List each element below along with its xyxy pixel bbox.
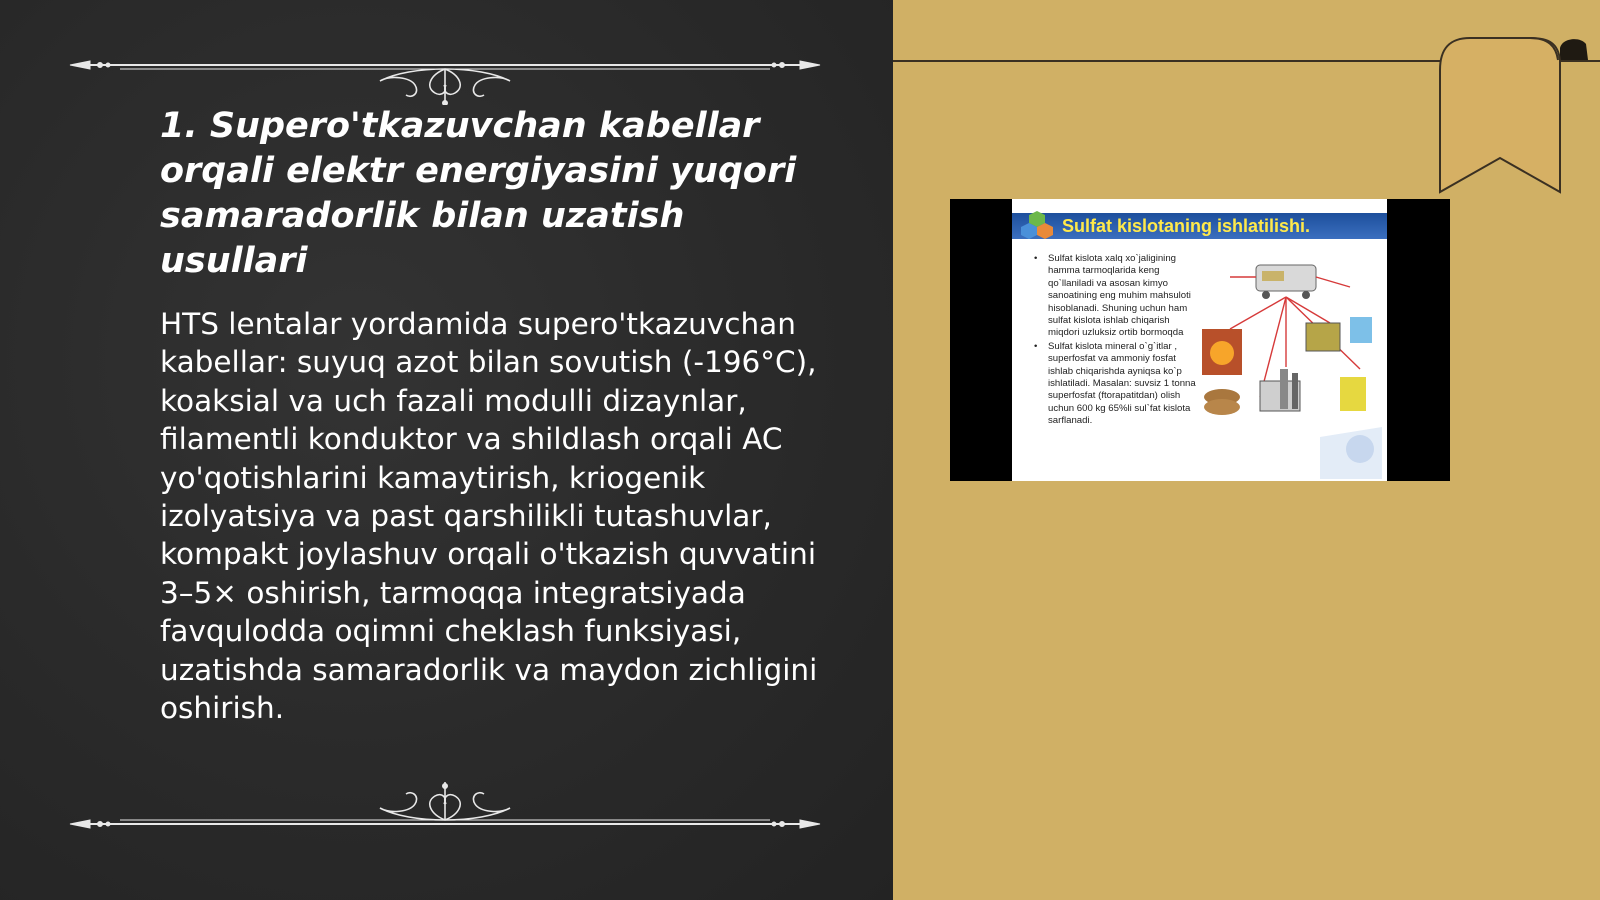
thumbnail-bullet-list bbox=[1026, 253, 1196, 429]
thumbnail-bullet: • Sulfat kislota xalq xo`jaligining hamma tarmoqlarida keng qo`llaniladi va asosan kimyo sanoatining eng muhim mahsuloti hisoblanadi. Shuning uchun ham sulfat kislota ishlab chiqarish miqdori uzluksiz ortib bormoqda bbox=[1026, 253, 1196, 340]
ornament-bottom-divider-icon bbox=[60, 768, 830, 838]
sulfuric-acid-uses-diagram bbox=[1200, 257, 1382, 479]
embedded-slide-thumbnail bbox=[950, 199, 1450, 481]
thumbnail-title: Sulfat kislotaning ishlatilishi. bbox=[1062, 216, 1311, 236]
slide-title: 1. Supero'tkazuvchan kabellar orqali elektr energiyasini yuqori samaradorlik bilan uzatish usullari bbox=[160, 106, 797, 281]
ribbon-bookmark-icon bbox=[1430, 30, 1600, 205]
thumbnail-bullet: • Sulfat kislota mineral o`g`itlar , superfosfat va ammoniy fosfat ishlab chiqarishda ayniqsa ko`p ishlatiladi. Masalan: suvsiz 1 tonna superfosfat (ftorapatitdan) olish uchun 600 kg 65%li sul`fat kislota sarflanadi. bbox=[1026, 341, 1196, 428]
hexagon-logo-icon bbox=[1018, 209, 1056, 245]
slide-body-text: HTS lentalar yordamida supero'tkazuvchan kabellar: suyuq azot bilan sovutish (-196°C), koaksial va uch fazali modulli dizaynlar, filamentli konduktor va shildlash orqali AC yo'qotishlarini kamaytirish, kriogenik izolyatsiya va past qarshilikli tutashuvlar, kompakt joylashuv orqali o'tkazish quvvatini 3–5× oshirish, tarmoqqa integratsiyada favqulodda oqimni cheklash funksiyasi, uzatishda samaradorlik va maydon zichligini oshirish. bbox=[160, 307, 818, 726]
ornament-top-divider-icon bbox=[60, 35, 830, 105]
thumbnail-slide-content bbox=[1012, 199, 1387, 481]
